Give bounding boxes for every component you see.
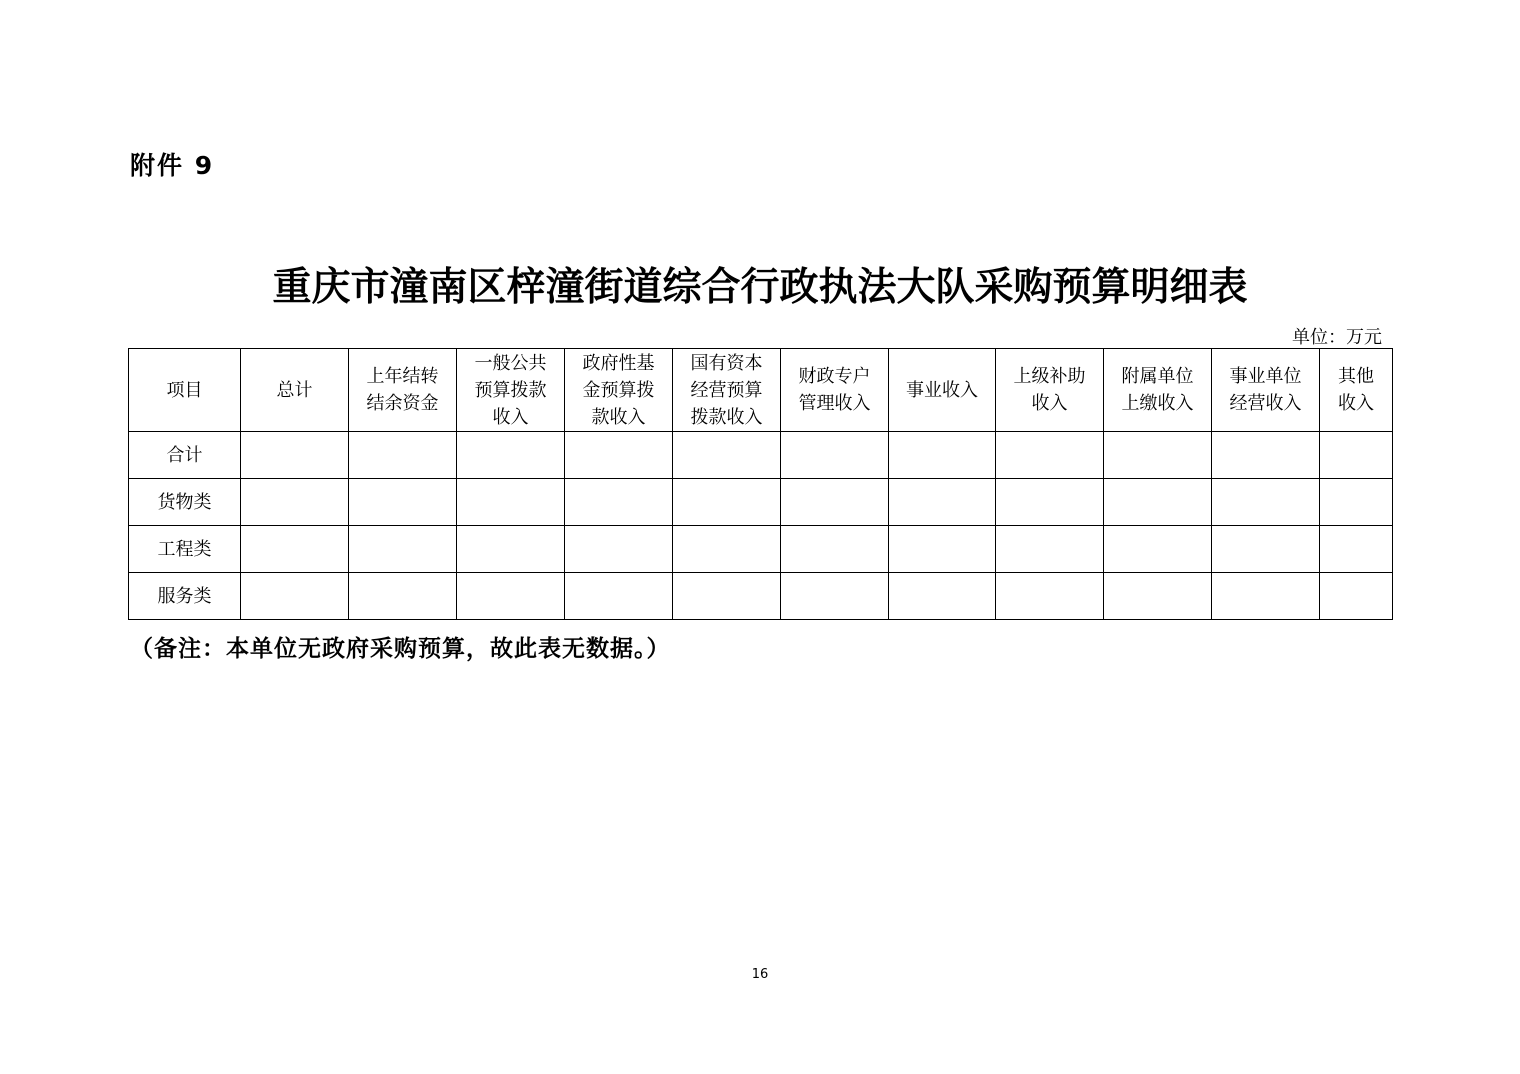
table-row	[129, 432, 1393, 479]
table-cell	[349, 432, 457, 479]
table-cell	[241, 479, 349, 526]
column-header-state-capital	[673, 349, 781, 432]
column-header-text: 财政专户 管理收入	[798, 366, 871, 414]
table-cell	[781, 432, 889, 479]
table-cell	[1104, 479, 1212, 526]
column-header-text: 一般公共 预算拨款 收入	[474, 352, 547, 428]
column-header-superior-subsidy	[996, 349, 1104, 432]
table-cell	[457, 432, 565, 479]
table-cell	[565, 573, 673, 620]
column-header-text: 事业单位 经营收入	[1229, 366, 1302, 414]
table-cell	[1104, 526, 1212, 573]
column-header-text: 其他 收入	[1338, 366, 1374, 414]
column-header-text: 国有资本 经营预算 拨款收入	[690, 352, 763, 428]
table-cell	[1320, 479, 1393, 526]
table-cell	[349, 526, 457, 573]
column-header-total	[241, 349, 349, 432]
table-cell	[996, 479, 1104, 526]
table-cell	[241, 526, 349, 573]
table-cell	[1104, 432, 1212, 479]
table-cell	[781, 526, 889, 573]
table-cell	[241, 432, 349, 479]
column-header-business-income	[889, 349, 996, 432]
table-header-row	[129, 349, 1393, 432]
table-cell	[565, 479, 673, 526]
table-cell	[996, 573, 1104, 620]
table-cell	[673, 432, 781, 479]
row-label-engineering: 工程类	[129, 526, 241, 573]
table-cell	[1104, 573, 1212, 620]
remark-note: （备注：本单位无政府采购预算，故此表无数据。）	[130, 636, 671, 662]
table-cell	[781, 479, 889, 526]
table-cell	[889, 526, 996, 573]
table-cell	[673, 573, 781, 620]
table-cell	[565, 526, 673, 573]
table-cell	[1212, 432, 1320, 479]
table-cell	[889, 479, 996, 526]
attachment-label: 附件 9	[130, 151, 215, 180]
table-cell	[457, 573, 565, 620]
table-cell	[457, 526, 565, 573]
table-cell	[996, 526, 1104, 573]
column-header-operating-income	[1212, 349, 1320, 432]
column-header-item	[129, 349, 241, 432]
procurement-budget-table	[128, 348, 1393, 620]
column-header-carryover	[349, 349, 457, 432]
table-cell	[673, 479, 781, 526]
table-cell	[241, 573, 349, 620]
table-cell	[673, 526, 781, 573]
table-cell	[996, 432, 1104, 479]
table-cell	[349, 479, 457, 526]
column-header-other-income	[1320, 349, 1393, 432]
column-header-gov-fund	[565, 349, 673, 432]
table-cell	[1212, 573, 1320, 620]
table-cell	[565, 432, 673, 479]
document-title: 重庆市潼南区梓潼街道综合行政执法大队采购预算明细表	[272, 264, 1248, 310]
table-cell	[889, 432, 996, 479]
column-header-text: 上级补助 收入	[1013, 366, 1086, 414]
column-header-text: 项目	[166, 379, 203, 401]
column-header-text: 附属单位 上缴收入	[1121, 366, 1194, 414]
column-header-special-account	[781, 349, 889, 432]
table-cell	[781, 573, 889, 620]
column-header-text: 政府性基 金预算拨 款收入	[582, 352, 655, 428]
table-row	[129, 479, 1393, 526]
column-header-text: 总计	[276, 379, 313, 401]
table-cell	[1212, 526, 1320, 573]
table-cell	[1320, 573, 1393, 620]
page-number: 16	[751, 967, 769, 982]
column-header-general-budget	[457, 349, 565, 432]
column-header-affiliate-remittance	[1104, 349, 1212, 432]
row-label-services: 服务类	[129, 573, 241, 620]
row-label-goods: 货物类	[129, 479, 241, 526]
table-cell	[457, 479, 565, 526]
table-cell	[1212, 479, 1320, 526]
table-cell	[1320, 432, 1393, 479]
column-header-text: 事业收入	[906, 379, 978, 401]
table-row	[129, 526, 1393, 573]
table-cell	[349, 573, 457, 620]
unit-label: 单位：万元	[1292, 327, 1382, 348]
table-cell	[889, 573, 996, 620]
table-cell	[1320, 526, 1393, 573]
column-header-text: 上年结转 结余资金	[366, 366, 439, 414]
row-label-total: 合计	[129, 432, 241, 479]
table-row	[129, 573, 1393, 620]
